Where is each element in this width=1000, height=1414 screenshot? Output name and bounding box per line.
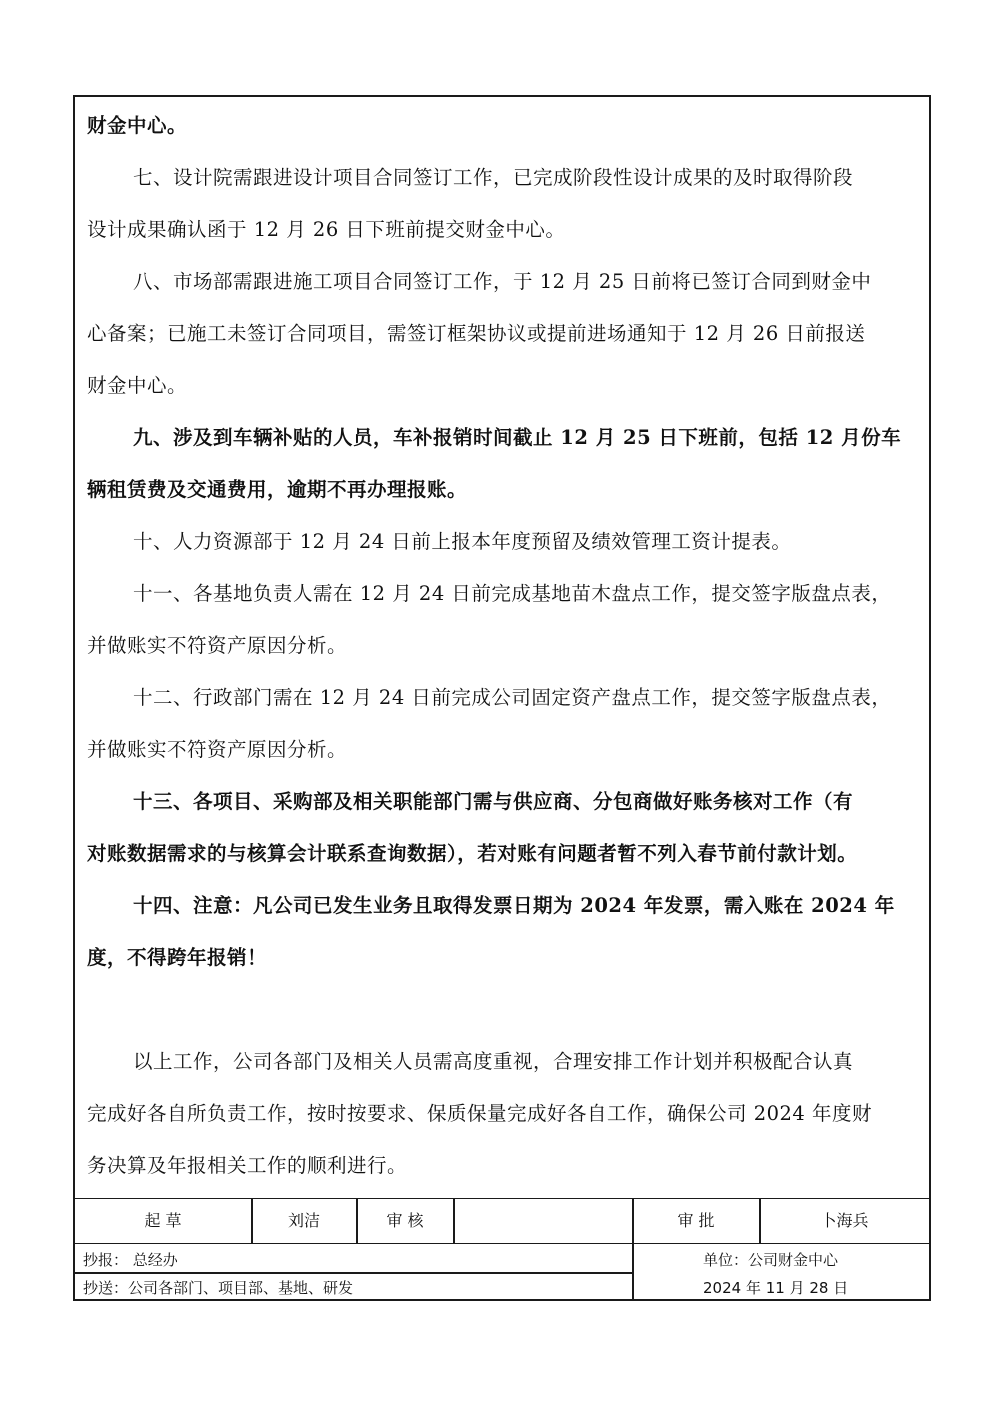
item-13-line-1: 十三、各项目、采购部及相关职能部门需与供应商、分包商做好账务核对工作（有 [133, 790, 854, 813]
draft-label: 起 草 [144, 1211, 182, 1230]
item-7-line-2: 设计成果确认函于 12 月 26 日下班前提交财金中心。 [87, 218, 566, 241]
draft-name: 刘洁 [287, 1211, 320, 1230]
item-8-line-1: 八、市场部需跟进施工项目合同签订工作，于 12 月 25 日前将已签订合同到财金中 [133, 270, 872, 293]
report-to: 抄报： 总经办 [83, 1251, 178, 1269]
issuing-unit: 单位：公司财金中心 [703, 1251, 839, 1269]
item-9-line-2: 辆租赁费及交通费用，逾期不再办理报账。 [87, 478, 468, 501]
signoff-distribution [75, 1244, 929, 1300]
review-name [454, 1199, 632, 1243]
closing-line-2: 完成好各自所负责工作，按时按要求、保质保量完成好各自工作，确保公司 2024 年度财 [87, 1102, 873, 1125]
item-14-line-2: 度，不得跨年报销！ [87, 946, 268, 969]
signoff-table [75, 1198, 929, 1297]
item-11-line-1: 十一、各基地负责人需在 12 月 24 日前完成基地苗木盘点工作，提交签字版盘点表， [133, 582, 892, 605]
item-13-line-2: 对账数据需求的与核算会计联系查询数据），若对账有问题者暂不列入春节前付款计划。 [87, 842, 858, 865]
item-14-line-1: 十四、注意：凡公司已发生业务且取得发票日期为 2024 年发票，需入账在 2024 年 [133, 894, 895, 917]
item-7-line-1: 七、设计院需跟进设计项目合同签订工作，已完成阶段性设计成果的及时取得阶段 [133, 166, 854, 189]
continued-paragraph: 财金中心。 [87, 114, 188, 137]
approve-label: 审 批 [677, 1211, 715, 1230]
issue-date: 2024 年 11 月 28 日 [703, 1279, 849, 1297]
review-label: 审 核 [386, 1211, 424, 1230]
document-frame [73, 95, 931, 1301]
item-12-line-2: 并做账实不符资产原因分析。 [87, 738, 348, 761]
item-8-line-3: 财金中心。 [87, 374, 188, 397]
copy-to: 抄送：公司各部门、项目部、基地、研发 [83, 1279, 354, 1297]
signoff-approval-row [75, 1199, 929, 1244]
approve-name: 卜海兵 [820, 1211, 869, 1230]
item-10-line-1: 十、人力资源部于 12 月 24 日前上报本年度预留及绩效管理工资计提表。 [133, 530, 792, 553]
closing-line-1: 以上工作，公司各部门及相关人员需高度重视，合理安排工作计划并积极配合认真 [133, 1050, 854, 1073]
item-11-line-2: 并做账实不符资产原因分析。 [87, 634, 348, 657]
closing-line-3: 务决算及年报相关工作的顺利进行。 [87, 1154, 408, 1177]
notice-body [75, 97, 929, 1198]
item-9-line-1: 九、涉及到车辆补贴的人员，车补报销时间截止 12 月 25 日下班前，包括 12 月份车 [133, 426, 902, 449]
item-8-line-2: 心备案；已施工未签订合同项目，需签订框架协议或提前进场通知于 12 月 26 日前报送 [87, 322, 866, 345]
item-12-line-1: 十二、行政部门需在 12 月 24 日前完成公司固定资产盘点工作，提交签字版盘点表， [133, 686, 892, 709]
